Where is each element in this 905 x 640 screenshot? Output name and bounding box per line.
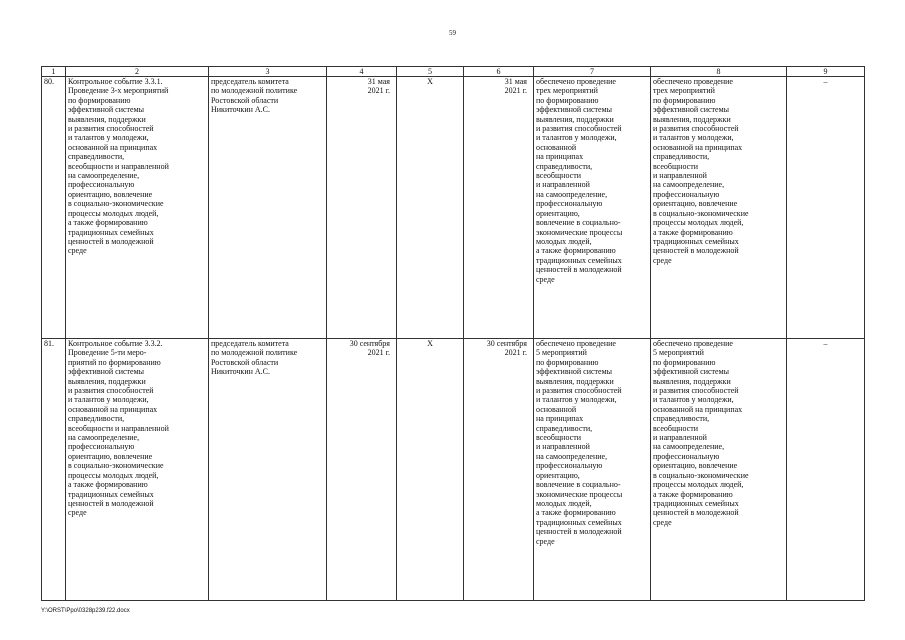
responsible-person: председатель комитета по молодежной политике Ростовской области Никиточкин А.С.	[209, 339, 327, 601]
column-header: 2	[66, 67, 209, 77]
column-header: 3	[209, 67, 327, 77]
column-header: 4	[327, 67, 397, 77]
column-5-value: Х	[397, 339, 464, 601]
column-header: 8	[651, 67, 787, 77]
actual-date: 30 сентября 2021 г.	[464, 339, 534, 601]
row-number: 81.	[42, 339, 66, 601]
actual-result: обеспечено проведение трех мероприятий по формированию эффективной системы выявления, поддержки и развития способностей и талантов у молодежи, основанной на принципах справедливости, всеобщности и направленной на самоопределение, профессиональную ориентацию, вовлечение в социально-экономические процессы молодых людей, а также формированию традиционных семейных ценностей в молодежной среде	[651, 77, 787, 339]
planned-date: 30 сентября 2021 г.	[327, 339, 397, 601]
event-description: Контрольное событие 3.3.1. Проведение 3-х мероприятий по формированию эффективной системы выявления, поддержки и развития способностей и талантов у молодежи, основанной на принципах справедливости, всеобщности и направленной на самоопределение, профессиональную ориентацию, вовлечение в социально-экономические процессы молодых людей, а также формированию традиционных семейных ценностей в молодежной среде	[66, 77, 209, 339]
planned-result: обеспечено проведение 5 мероприятий по формированию эффективной системы выявления, поддержки и развития способностей и талантов у молодежи, основанной на принципах справедливости, всеобщности и направленной на самоопределение, профессиональную ориентацию, вовлечение в социально- экономические процессы молодых людей, а также формированию традиционных семейных ценностей в молодежной среде	[534, 339, 651, 601]
column-header: 1	[42, 67, 66, 77]
column-9-value: –	[787, 77, 865, 339]
planned-result: обеспечено проведение трех мероприятий по формированию эффективной системы выявления, поддержки и развития способностей и талантов у молодежи, основанной на принципах справедливости, всеобщности и направленной на самоопределение, профессиональную ориентацию, вовлечение в социально- экономические процессы молодых людей, а также формированию традиционных семейных ценностей в молодежной среде	[534, 77, 651, 339]
planned-date: 31 мая 2021 г.	[327, 77, 397, 339]
page-number: 59	[449, 29, 456, 37]
column-header: 5	[397, 67, 464, 77]
column-header: 6	[464, 67, 534, 77]
actual-date: 31 мая 2021 г.	[464, 77, 534, 339]
responsible-person: председатель комитета по молодежной политике Ростовской области Никиточкин А.С.	[209, 77, 327, 339]
column-5-value: Х	[397, 77, 464, 339]
table-header-row	[42, 67, 865, 77]
table-row	[42, 77, 865, 339]
row-number: 80.	[42, 77, 66, 339]
column-header: 7	[534, 67, 651, 77]
actual-result: обеспечено проведение 5 мероприятий по формированию эффективной системы выявления, поддержки и развития способностей и талантов у молодежи, основанной на принципах справедливости, всеобщности и направленной на самоопределение, профессиональную ориентацию, вовлечение в социально-экономические процессы молодых людей, а также формированию традиционных семейных ценностей в молодежной среде	[651, 339, 787, 601]
table-row	[42, 339, 865, 601]
file-path-footer: Y:\ORST\Ppo\0328p239.f22.docx	[41, 608, 130, 614]
report-table	[41, 66, 865, 601]
event-description: Контрольное событие 3.3.2. Проведение 5-ти меро- приятий по формированию эффективной системы выявления, поддержки и развития способностей и талантов у молодежи, основанной на принципах справедливости, всеобщности и направленной на самоопределение, профессиональную ориентацию, вовлечение в социально-экономические процессы молодых людей, а также формированию традиционных семейных ценностей в молодежной среде	[66, 339, 209, 601]
column-header: 9	[787, 67, 865, 77]
column-9-value: –	[787, 339, 865, 601]
